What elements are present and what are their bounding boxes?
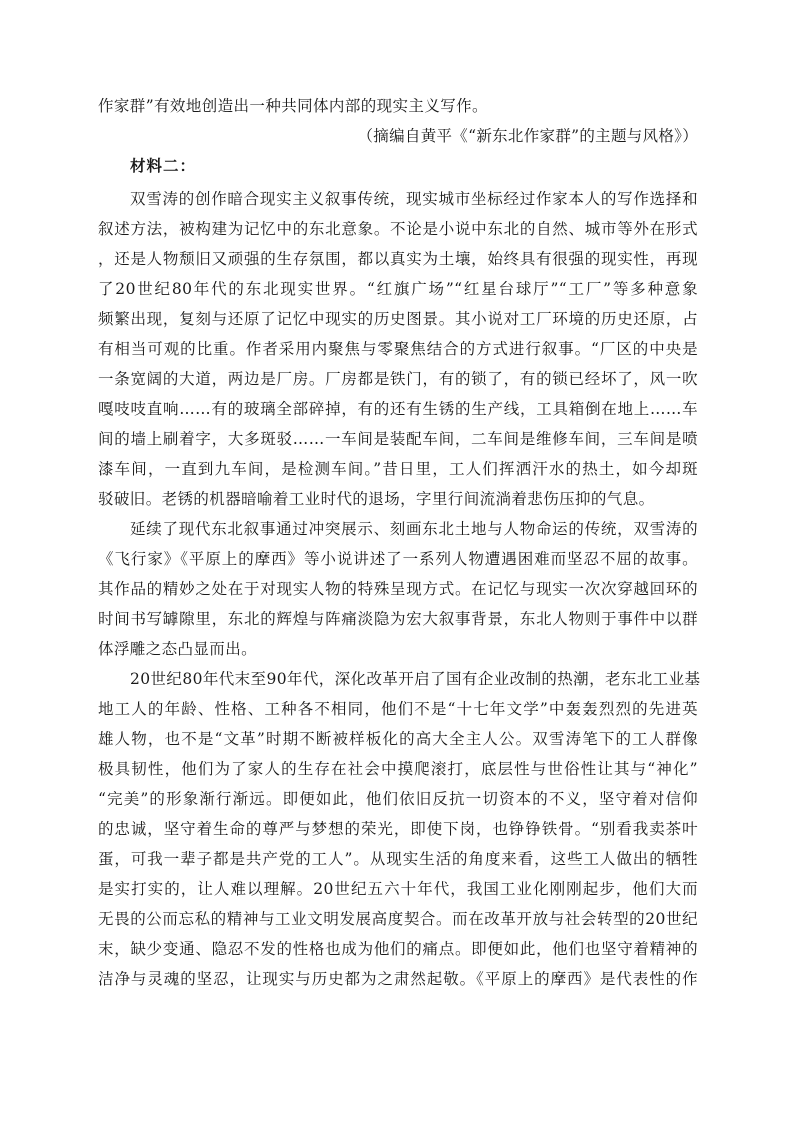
citation: （摘编自黄平《“新东北作家群”的主题与风格》）	[357, 127, 698, 145]
paragraph-1-line-4: 了20世纪80年代的东北现实世界。“红旗广场”“红星台球厅”“工厂”等多种意象	[98, 280, 698, 298]
paragraph-1-line-6: 有相当可观的比重。作者采用内聚焦与零聚焦结合的方式进行叙事。“厂区的中央是	[98, 340, 698, 358]
section-heading: 材料二：	[130, 156, 197, 175]
paragraph-1-line-11: 驳破旧。老锈的机器暗喻着工业时代的退场，字里行间流淌着悲伤压抑的气息。	[98, 490, 655, 508]
paragraph-3-line-9: 无畏的公而忘私的精神与工业文明发展高度契合。而在改革开放与社会转型的20世纪	[98, 910, 698, 928]
paragraph-1-line-1: 双雪涛的创作暗合现实主义叙事传统，现实城市坐标经过作家本人的写作选择和	[130, 190, 698, 208]
paragraph-2-line-2: 《飞行家》《平原上的摩西》等小说讲述了一系列人物遭遇困难而坚忍不屈的故事。	[98, 550, 698, 568]
paragraph-1-line-7: 一条宽阔的大道，两边是厂房。厂房都是铁门，有的锁了，有的锁已经坏了，风一吹	[98, 370, 698, 388]
paragraph-3-line-10: 末，缺少变通、隐忍不发的性格也成为他们的痛点。即便如此，他们也坚守着精神的	[98, 940, 698, 958]
paragraph-2-line-3: 其作品的精妙之处在于对现实人物的特殊呈现方式。在记忆与现实一次次穿越回环的	[98, 580, 698, 598]
paragraph-1-line-10: 漆车间，一直到九车间，是检测车间。”昔日里，工人们挥洒汗水的热土，如今却斑	[98, 460, 698, 478]
paragraph-1-line-3: ，还是人物颓旧又顽强的生存氛围，都以真实为土壤，始终具有很强的现实性，再现	[98, 250, 698, 268]
paragraph-1-line-8: 嘎吱吱直响……有的玻璃全部碎掉，有的还有生锈的生产线，工具箱倒在地上……车	[98, 400, 698, 418]
paragraph-2-line-1: 延续了现代东北叙事通过冲突展示、刻画东北土地与人物命运的传统，双雪涛的	[130, 520, 698, 538]
paragraph-1-line-5: 频繁出现，复刻与还原了记忆中现实的历史图景。其小说对工厂环境的历史还原，占	[98, 310, 698, 328]
paragraph-3-line-1: 20世纪80年代末至90年代，深化改革开启了国有企业改制的热潮，老东北工业基	[130, 670, 701, 688]
paragraph-3-line-4: 极具韧性，他们为了家人的生存在社会中摸爬滚打，底层性与世俗性让其与“神化”	[98, 760, 698, 778]
paragraph-1-line-9: 间的墙上刷着字，大多斑驳……一车间是装配车间，二车间是维修车间，三车间是喷	[98, 430, 698, 448]
paragraph-3-line-11: 洁净与灵魂的坚忍，让现实与历史都为之肃然起敬。《平原上的摩西》是代表性的作	[98, 970, 698, 988]
paragraph-3-line-6: 的忠诚，坚守着生命的尊严与梦想的荣光，即使下岗，也铮铮铁骨。“别看我卖茶叶	[98, 820, 698, 838]
paragraph-2-line-4: 时间书写罅隙里，东北的辉煌与阵痛淡隐为宏大叙事背景，东北人物则于事件中以群	[98, 610, 698, 628]
paragraph-3-line-3: 雄人物，也不是“文革”时期不断被样板化的高大全主人公。双雪涛笔下的工人群像	[98, 730, 698, 748]
opening-line: 作家群”有效地创造出一种共同体内部的现实主义写作。	[98, 97, 488, 115]
paragraph-3-line-8: 是实打实的，让人难以理解。20世纪五六十年代，我国工业化刚刚起步，他们大而	[98, 880, 698, 898]
paragraph-3-line-7: 蛋，可我一辈子都是共产党的工人”。从现实生活的角度来看，这些工人做出的牺牲	[98, 850, 698, 868]
paragraph-3-line-2: 地工人的年龄、性格、工种各不相同，他们不是“十七年文学”中轰轰烈烈的先进英	[98, 700, 698, 718]
paragraph-2-line-5: 体浮雕之态凸显而出。	[98, 640, 258, 658]
paragraph-3-line-5: “完美”的形象渐行渐远。即便如此，他们依旧反抗一切资本的不义，坚守着对信仰	[98, 790, 698, 808]
paragraph-1-line-2: 叙述方法，被构建为记忆中的东北意象。不论是小说中东北的自然、城市等外在形式	[98, 220, 698, 238]
